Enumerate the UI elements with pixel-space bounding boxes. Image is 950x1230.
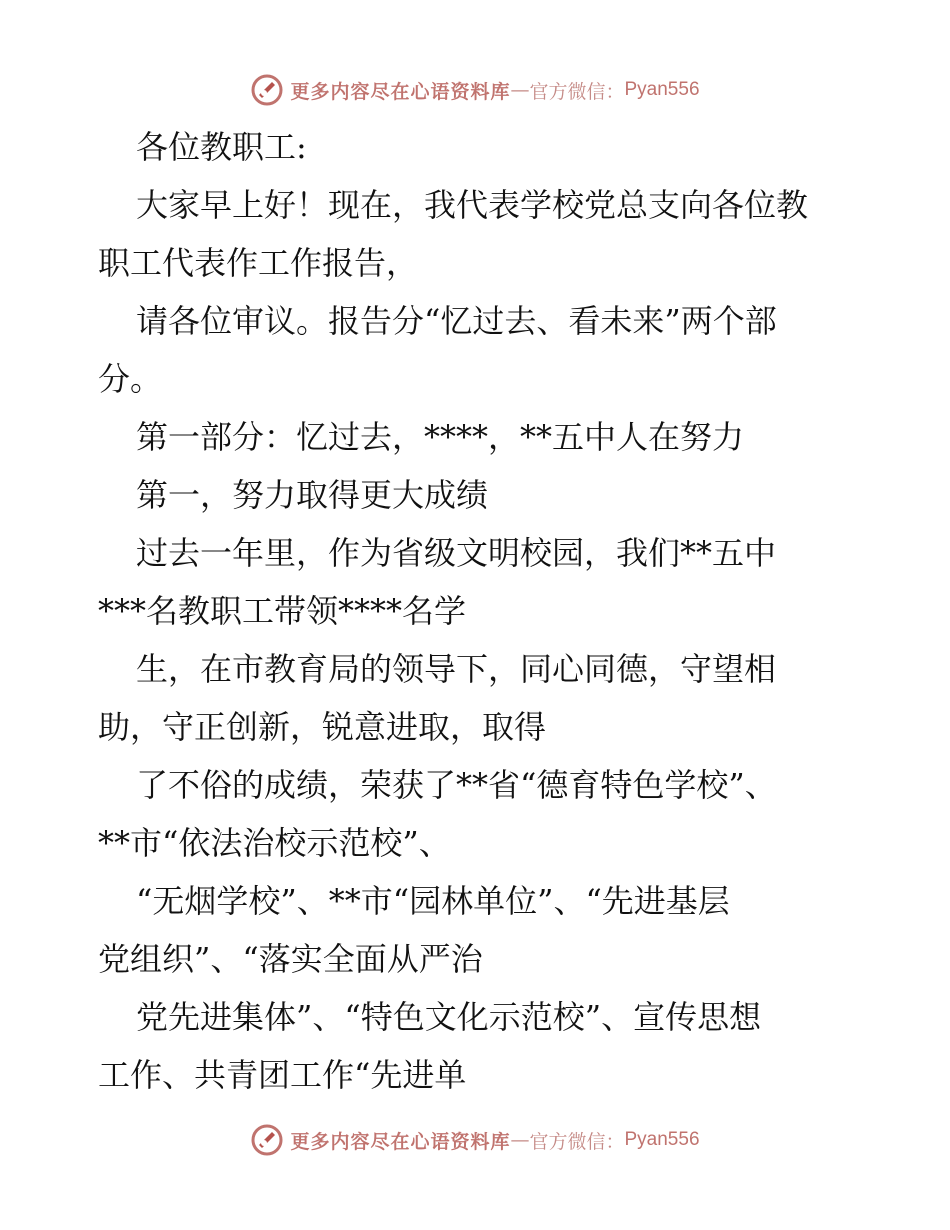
text-line: 大家早上好！现在，我代表学校党总支向各位教 [136,186,809,224]
watermark-wechat-id: Pyan556 [624,1129,700,1150]
watermark-brand: 更多内容尽在心语资料库 [290,1130,511,1153]
text-line: 党先进集体”、“特色文化示范校”、宣传思想 [136,998,762,1036]
watermark-brand: 更多内容尽在心语资料库 [290,80,511,103]
text-line: 第一部分：忆过去，****，**五中人在努力 [136,418,745,456]
watermark-wechat-label: 官方微信： [529,80,625,103]
watermark-header [0,70,950,110]
text-line: 请各位审议。报告分“忆过去、看未来”两个部 [136,302,777,340]
watermark-wechat-label: 官方微信： [529,1130,625,1153]
text-line: 生，在市教育局的领导下，同心同德，守望相 [136,650,777,688]
watermark-wechat-id: Pyan556 [624,79,700,100]
brand-logo-icon [250,73,284,107]
text-line: 职工代表作工作报告， [98,244,419,282]
text-line: 工作、共青团工作“先进单 [98,1056,467,1094]
text-line: 助，守正创新，锐意进取，取得 [98,708,547,746]
watermark-footer [0,1120,950,1160]
text-line: ***名教职工带领****名学 [98,592,467,630]
text-line: **市“依法治校示范校”、 [98,824,451,862]
text-line: 过去一年里，作为省级文明校园，我们**五中 [136,534,777,572]
text-line: 各位教职工: [136,128,307,166]
text-line: 第一，努力取得更大成绩 [136,476,489,514]
text-line: 分。 [98,360,163,398]
watermark-separator: — [510,1129,530,1151]
brand-logo-icon [250,1123,284,1157]
text-line: “无烟学校”、**市“园林单位”、“先进基层 [136,882,730,920]
document-body [98,118,858,1104]
watermark-separator: — [510,79,530,101]
text-line: 了不俗的成绩，荣获了**省“德育特色学校”、 [136,766,777,804]
text-line: 党组织”、“落实全面从严治 [98,940,483,978]
